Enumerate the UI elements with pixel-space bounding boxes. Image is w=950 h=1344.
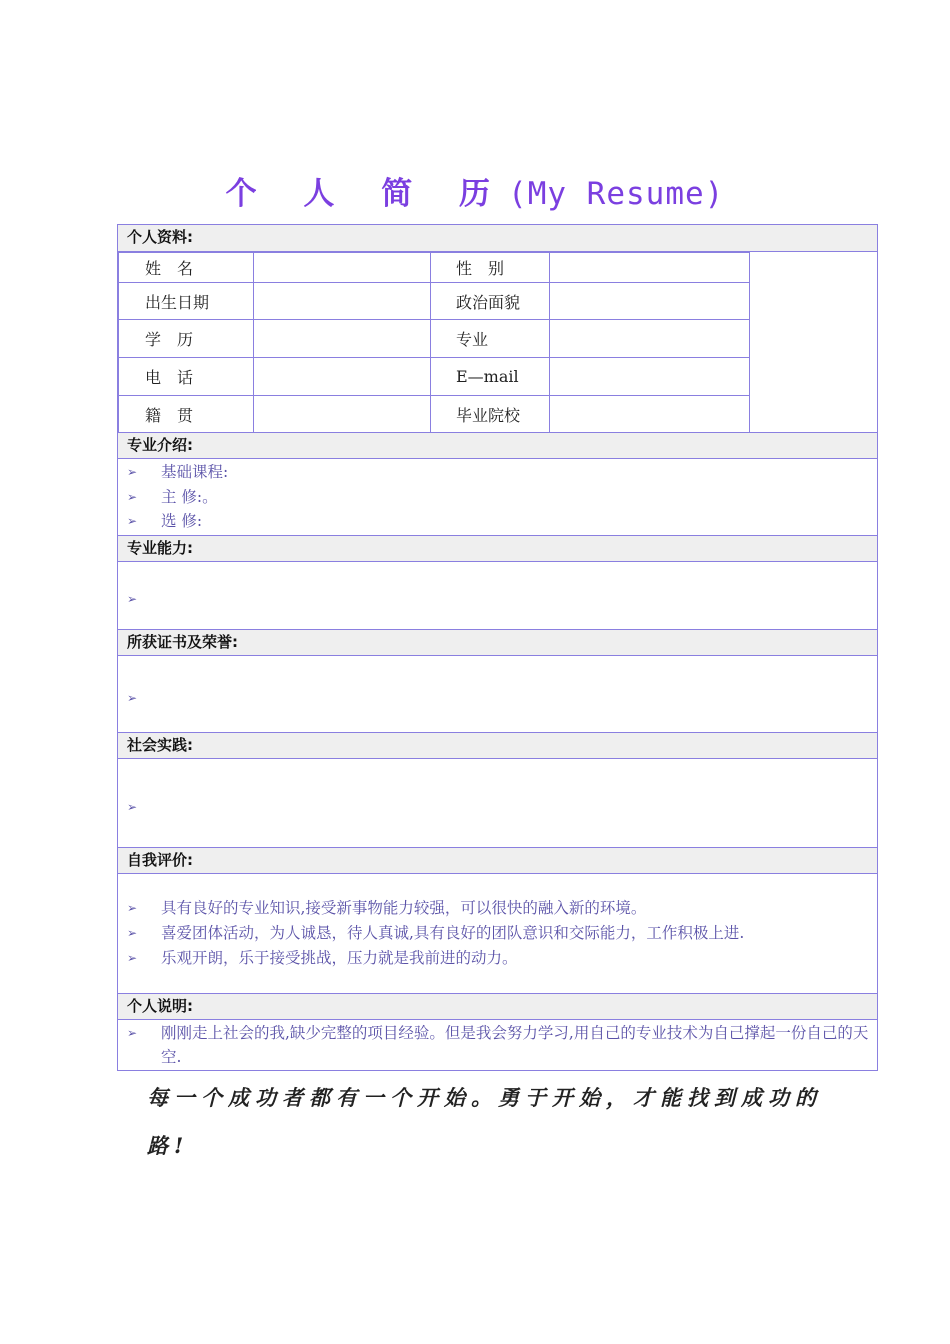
section-major-intro-header: 专业介绍: — [118, 432, 877, 459]
list-item — [127, 485, 869, 509]
input-email[interactable] — [549, 357, 750, 396]
input-name[interactable] — [253, 252, 431, 283]
list-item — [127, 587, 869, 611]
input-phone[interactable] — [253, 357, 431, 396]
input-school[interactable] — [549, 395, 750, 433]
input-education[interactable] — [253, 319, 431, 358]
title-chinese: 个 人 简 历 — [225, 176, 509, 212]
motto-line-2: 路! — [147, 1133, 190, 1158]
list-item — [127, 921, 869, 945]
arrow-bullet-icon: ➢ — [127, 926, 138, 940]
section-statement-header: 个人说明: — [118, 993, 877, 1020]
self-eval-item: 具有良好的专业知识,接受新事物能力较强，可以很快的融入新的环境。 — [161, 899, 647, 917]
label-major: 专业 — [430, 319, 550, 358]
arrow-bullet-icon: ➢ — [127, 465, 138, 479]
input-hometown[interactable] — [253, 395, 431, 433]
input-gender[interactable] — [549, 252, 750, 283]
section-self-eval-header: 自我评价: — [118, 847, 877, 874]
section-certs-header: 所获证书及荣誉: — [118, 629, 877, 656]
label-school: 毕业院校 — [430, 395, 550, 433]
page-title — [0, 168, 950, 213]
label-politics: 政治面貌 — [430, 282, 550, 320]
section-practice-header: 社会实践: — [118, 732, 877, 759]
self-eval-item: 乐观开朗，乐于接受挑战，压力就是我前进的动力。 — [161, 949, 518, 967]
self-eval-item: 喜爱团体活动，为人诚恳，待人真诚,具有良好的团队意识和交际能力，工作积极上进. — [161, 924, 745, 942]
arrow-bullet-icon: ➢ — [127, 901, 138, 915]
arrow-bullet-icon: ➢ — [127, 800, 138, 814]
label-gender: 性 别 — [430, 252, 550, 283]
motto-line-1: 每一个成功者都有一个开始。勇于开始，才能找到成功的 — [147, 1085, 822, 1110]
arrow-bullet-icon: ➢ — [127, 951, 138, 965]
input-politics[interactable] — [549, 282, 750, 320]
arrow-bullet-icon: ➢ — [127, 490, 138, 504]
label-email: E—mail — [430, 357, 550, 396]
statement-text: 刚刚走上社会的我,缺少完整的项目经验。但是我会努力学习,用自己的专业技术为自己撑起一份自己的天空. — [161, 1024, 869, 1066]
major-item-main: 主 修:。 — [161, 488, 218, 506]
list-item — [127, 946, 869, 970]
list-item — [127, 509, 869, 533]
input-birth[interactable] — [253, 282, 431, 320]
label-hometown: 籍 贯 — [118, 395, 254, 433]
list-item — [127, 795, 869, 819]
arrow-bullet-icon: ➢ — [127, 1026, 138, 1040]
arrow-bullet-icon: ➢ — [127, 691, 138, 705]
label-birth: 出生日期 — [118, 282, 254, 320]
list-item — [127, 896, 869, 920]
major-item-basic: 基础课程: — [161, 463, 229, 481]
photo-area[interactable] — [749, 252, 878, 433]
label-phone: 电 话 — [118, 357, 254, 396]
title-english: (My Resume) — [508, 176, 725, 212]
list-item — [127, 686, 869, 710]
arrow-bullet-icon: ➢ — [127, 514, 138, 528]
list-item — [127, 460, 869, 484]
section-personal-header: 个人资料: — [118, 225, 877, 252]
list-item — [127, 1021, 869, 1069]
input-major[interactable] — [549, 319, 750, 358]
label-name: 姓 名 — [118, 252, 254, 283]
arrow-bullet-icon: ➢ — [127, 592, 138, 606]
label-education: 学 历 — [118, 319, 254, 358]
section-skills-header: 专业能力: — [118, 535, 877, 562]
resume-table — [117, 224, 878, 1071]
major-item-elective: 选 修: — [161, 512, 203, 530]
